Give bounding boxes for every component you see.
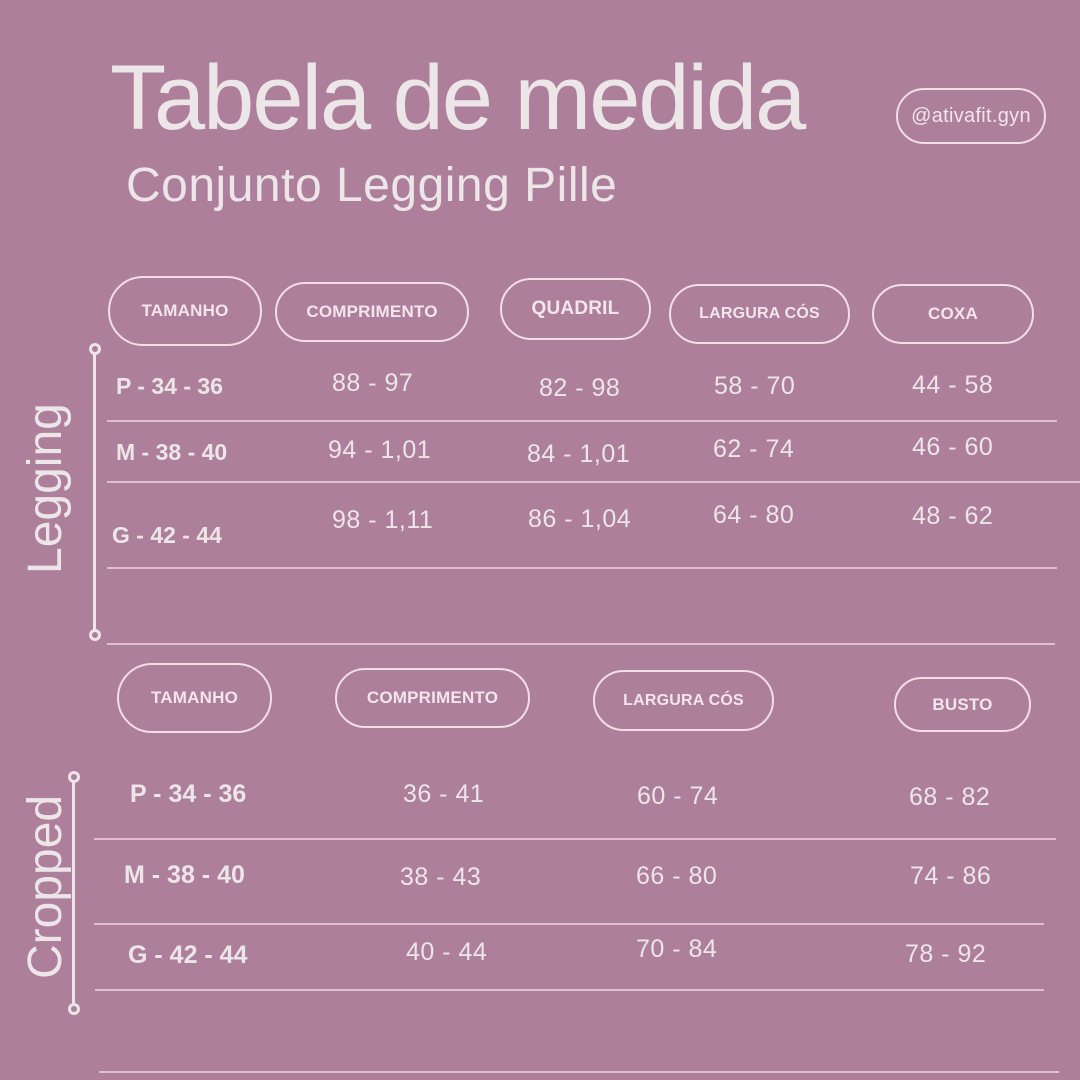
comprimento-value: 38 - 43 xyxy=(400,863,482,891)
legging-header-tamanho: TAMANHO xyxy=(108,276,262,346)
size-label: G - 42 - 44 xyxy=(112,522,222,548)
quadril-value: 84 - 1,01 xyxy=(527,440,631,468)
size-label: M - 38 - 40 xyxy=(124,861,245,889)
cropped-row-divider xyxy=(95,989,1044,991)
social-handle-badge[interactable]: @ativafit.gyn xyxy=(896,88,1046,144)
quadril-value: 86 - 1,04 xyxy=(528,505,632,533)
largura-cos-value: 66 - 80 xyxy=(636,862,718,890)
cropped-section-label: Cropped xyxy=(19,794,72,979)
comprimento-value: 88 - 97 xyxy=(332,369,414,397)
busto-value: 78 - 92 xyxy=(905,940,987,968)
largura-cos-value: 60 - 74 xyxy=(637,782,719,810)
largura-cos-value: 62 - 74 xyxy=(713,435,795,463)
busto-value: 68 - 82 xyxy=(909,783,991,811)
cropped-header-comprimento: COMPRIMENTO xyxy=(335,668,530,728)
page-title: Tabela de medida xyxy=(110,47,805,149)
cropped-row-divider xyxy=(94,838,1056,840)
comprimento-value: 94 - 1,01 xyxy=(328,436,432,464)
largura-cos-value: 58 - 70 xyxy=(714,372,796,400)
cropped-header-tamanho: TAMANHO xyxy=(117,663,272,733)
coxa-value: 44 - 58 xyxy=(912,371,994,399)
cropped-rail xyxy=(72,782,75,1008)
cropped-rail-top-node xyxy=(68,771,80,783)
legging-row-divider xyxy=(107,420,1057,422)
legging-header-quadril: QUADRIL xyxy=(500,278,651,340)
coxa-value: 48 - 62 xyxy=(912,502,994,530)
size-label: G - 42 - 44 xyxy=(128,941,248,969)
legging-header-largura-cos: LARGURA CÓS xyxy=(669,284,850,344)
comprimento-value: 40 - 44 xyxy=(406,938,488,966)
cropped-row-divider xyxy=(94,923,1044,925)
legging-section-divider xyxy=(107,643,1055,645)
comprimento-value: 98 - 1,11 xyxy=(332,506,434,534)
legging-header-coxa: COXA xyxy=(872,284,1034,344)
size-label: P - 34 - 36 xyxy=(130,780,247,808)
cropped-header-busto: BUSTO xyxy=(894,677,1031,732)
legging-rail-top-node xyxy=(89,343,101,355)
busto-value: 74 - 86 xyxy=(910,862,992,890)
largura-cos-value: 70 - 84 xyxy=(636,935,718,963)
legging-rail-bottom-node xyxy=(89,629,101,641)
quadril-value: 82 - 98 xyxy=(539,374,621,402)
cropped-header-largura-cos: LARGURA CÓS xyxy=(593,670,774,731)
legging-header-comprimento: COMPRIMENTO xyxy=(275,282,469,342)
bottom-divider xyxy=(99,1071,1059,1073)
legging-row-divider xyxy=(107,567,1057,569)
size-label: M - 38 - 40 xyxy=(116,439,228,465)
legging-section-label: Legging xyxy=(19,403,72,574)
page-subtitle: Conjunto Legging Pille xyxy=(126,159,618,212)
cropped-rail-bottom-node xyxy=(68,1003,80,1015)
largura-cos-value: 64 - 80 xyxy=(713,501,795,529)
legging-rail xyxy=(93,352,96,634)
legging-row-divider xyxy=(107,481,1080,483)
coxa-value: 46 - 60 xyxy=(912,433,994,461)
comprimento-value: 36 - 41 xyxy=(403,780,485,808)
size-label: P - 34 - 36 xyxy=(116,373,223,399)
